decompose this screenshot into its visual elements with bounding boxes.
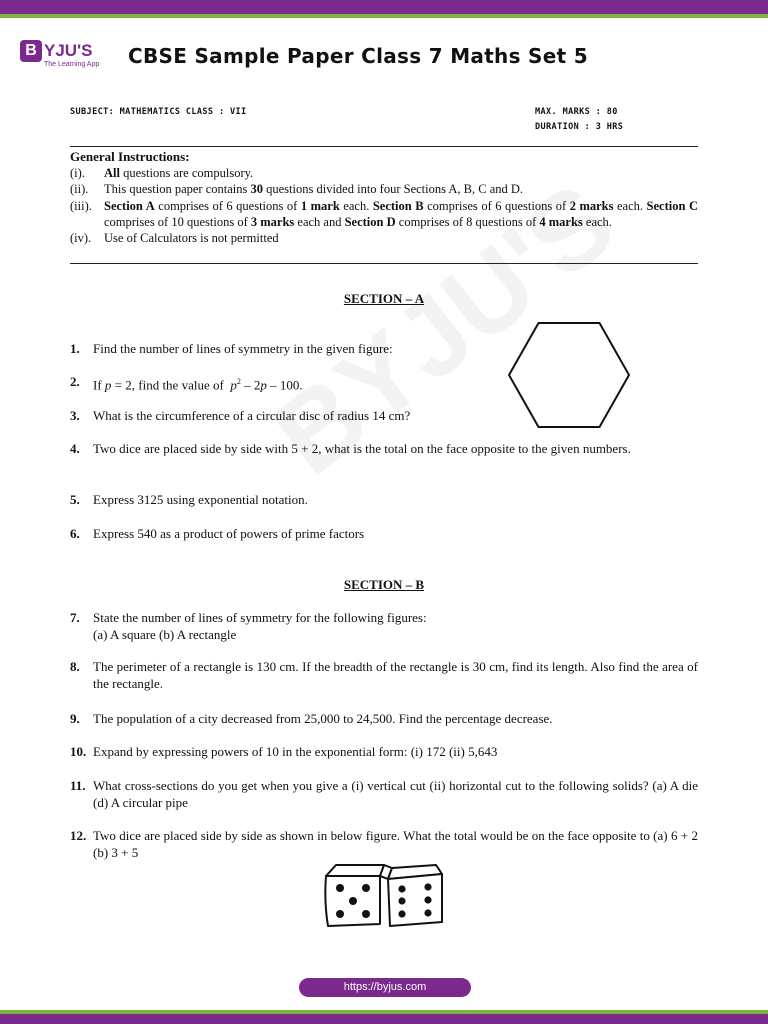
question-number: 4.: [70, 441, 80, 456]
instruction-item: [70, 165, 698, 181]
instruction-item: [70, 198, 698, 230]
question-text: Expand by expressing powers of 10 in the exponential form: (i) 172 (ii) 5,643: [93, 744, 498, 759]
logo-tagline: The Learning App: [44, 61, 100, 68]
instructions-list: [70, 165, 698, 246]
instruction-text: All questions are compulsory.: [104, 166, 254, 181]
question-item: [70, 827, 698, 861]
question-number: 11.: [70, 778, 86, 793]
question-item: [70, 373, 480, 393]
question-number: 1.: [70, 341, 80, 356]
question-text: Two dice are placed side by side with 5 + 2, what is the total on the face opposite to the given numbers.: [93, 441, 631, 456]
question-item: [70, 525, 698, 542]
question-number: 8.: [70, 659, 80, 674]
question-item: [70, 609, 698, 643]
question-item: [70, 743, 698, 760]
instruction-number: (iv).: [70, 231, 92, 246]
question-item: [70, 491, 698, 508]
dice-figure: [322, 862, 446, 930]
question-text: The perimeter of a rectangle is 130 cm. If the breadth of the rectangle is 30 cm, find its length. Also find the area of the rectangle.: [93, 659, 698, 691]
duration-label: DURATION : 3 HRS: [535, 122, 624, 132]
instruction-item: [70, 230, 698, 246]
top-bar-accent: [0, 14, 768, 18]
question-text: State the number of lines of symmetry for the following figures: (a) A square (b) A rectangle: [93, 610, 427, 642]
question-number: 7.: [70, 610, 80, 625]
question-item: [70, 710, 698, 727]
question-number: 6.: [70, 526, 80, 541]
question-number: 3.: [70, 408, 80, 423]
question-number: 5.: [70, 492, 80, 507]
question-number: 9.: [70, 711, 80, 726]
question-item: [70, 340, 480, 357]
instructions-heading: General Instructions:: [70, 149, 190, 164]
question-text: Express 540 as a product of powers of prime factors: [93, 526, 365, 541]
general-instructions: [70, 149, 698, 246]
logo-name: YJU'S: [44, 41, 93, 60]
bottom-bar: [0, 1014, 768, 1024]
hexagon-figure: [508, 322, 630, 428]
subject-label: SUBJECT: MATHEMATICS CLASS : VII: [70, 107, 247, 117]
question-text: What cross-sections do you get when you give a (i) vertical cut (ii) horizontal cut to the following solids? (a) A die (d) A circular pipe: [93, 778, 698, 810]
question-text: Express 3125 using exponential notation.: [93, 492, 308, 507]
question-number: 2.: [70, 374, 80, 389]
instruction-number: (i).: [70, 166, 85, 181]
instruction-text: Use of Calculators is not permitted: [104, 231, 279, 246]
question-text: What is the circumference of a circular disc of radius 14 cm?: [93, 408, 411, 423]
divider: [70, 263, 698, 264]
footer-url-link[interactable]: https://byjus.com: [299, 978, 471, 997]
question-item: [70, 658, 698, 692]
top-bar: [0, 0, 768, 14]
instruction-text: This question paper contains 30 questions divided into four Sections A, B, C and D.: [104, 182, 524, 197]
question-text: The population of a city decreased from 25,000 to 24,500. Find the percentage decrease.: [93, 711, 553, 726]
max-marks-label: MAX. MARKS : 80: [535, 107, 618, 117]
instruction-number: (ii).: [70, 182, 89, 197]
question-text: Two dice are placed side by side as shown in below figure. What the total would be on the face opposite to (a) 6 + 2 (b) 3 + 5: [93, 828, 698, 860]
instruction-item: [70, 181, 698, 197]
instruction-text: Section A comprises of 6 questions of 1 mark each. Section B comprises of 6 questions of 2 marks each. Section C comprises of 10 questions of 3 marks each and Section D comprises of 8 questions of 4 marks each.: [104, 198, 698, 229]
question-text: Find the number of lines of symmetry in the given figure:: [93, 341, 393, 356]
question-number: 10.: [70, 744, 87, 759]
question-item: [70, 777, 698, 811]
section-a-heading: SECTION – A: [343, 291, 425, 306]
question-number: 12.: [70, 828, 87, 843]
instruction-number: (iii).: [70, 198, 92, 213]
logo-icon: B: [20, 40, 42, 62]
question-item: [70, 440, 698, 457]
divider: [70, 146, 698, 147]
page-title: CBSE Sample Paper Class 7 Maths Set 5: [128, 44, 588, 68]
question-item: [70, 407, 480, 424]
section-b-heading: SECTION – B: [343, 577, 425, 592]
byjus-logo[interactable]: [20, 40, 112, 74]
question-text: If p = 2, find the value of $p^2 - 2p - 100$.: [93, 377, 303, 393]
